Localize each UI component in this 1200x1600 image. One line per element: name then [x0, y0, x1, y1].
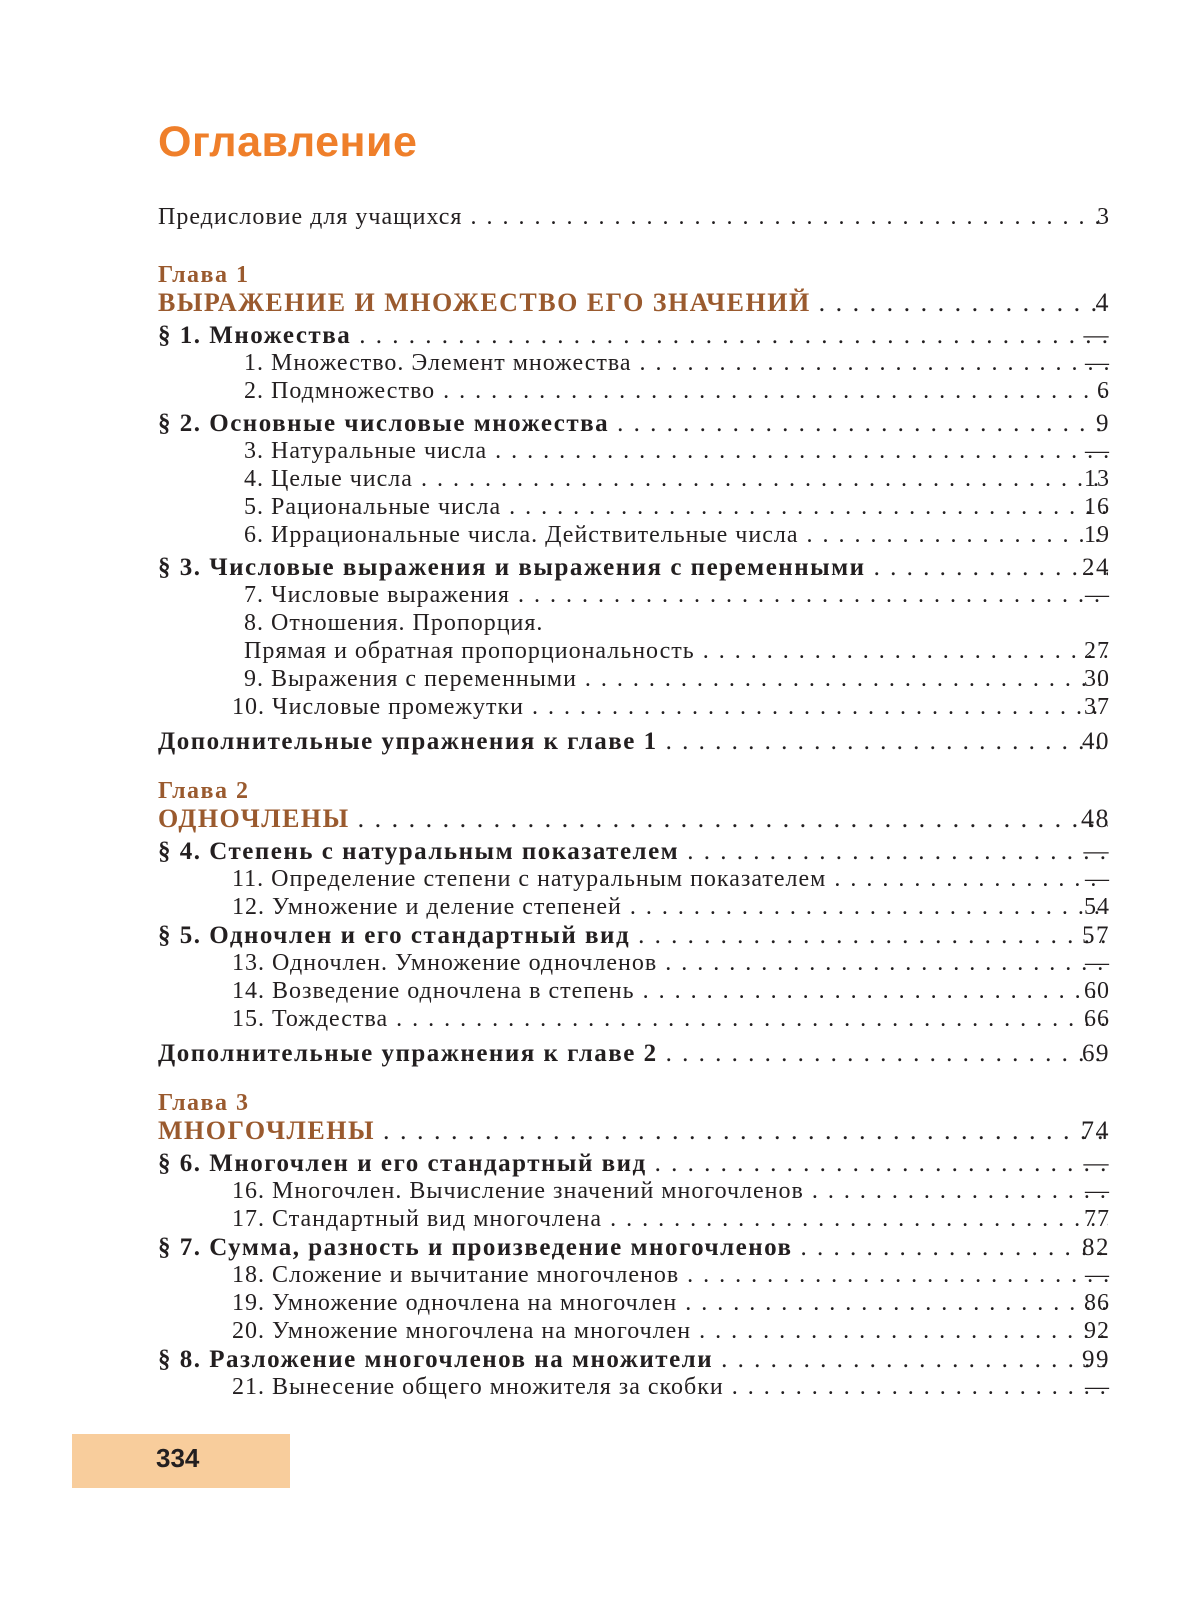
toc-entry-label: 11. Определение степени с натуральным показателем	[232, 866, 827, 892]
toc-entry-label: 20. Умножение многочлена на многочлен	[232, 1318, 692, 1344]
toc-entry-label: 5. Рациональные числа	[244, 494, 502, 520]
toc-page-number: 27	[1084, 638, 1110, 664]
toc-page-number: 74	[1081, 1116, 1110, 1145]
page-number-box	[72, 1434, 290, 1488]
toc-page-number: —	[1085, 438, 1110, 464]
toc-subsection[interactable]	[158, 378, 1108, 410]
toc-entry-label: 19. Умножение одночлена на многочлен	[232, 1290, 678, 1316]
toc-entry-label: § 2. Основные числовые множества	[158, 410, 610, 437]
toc-page-number: 13	[1084, 466, 1110, 492]
toc-page-number: 37	[1084, 694, 1110, 720]
leader-dots	[585, 666, 1108, 693]
toc-page-number: —	[1083, 322, 1110, 349]
toc-subsection[interactable]	[158, 1006, 1108, 1038]
leader-dots	[699, 1318, 1108, 1345]
toc-entry-label: 14. Возведение одночлена в степень	[232, 978, 635, 1004]
leader-dots	[685, 1290, 1108, 1317]
chapter-title-row[interactable]	[158, 288, 1108, 320]
toc-entry-preface[interactable]	[158, 204, 1108, 236]
leader-dots	[518, 582, 1108, 609]
toc-entry-label: 13. Одночлен. Умножение одночленов	[232, 950, 658, 976]
toc-entry-label: 10. Числовые промежутки	[232, 694, 524, 720]
toc-subsection[interactable]	[158, 694, 1108, 726]
leader-dots	[655, 1150, 1108, 1178]
leader-dots	[495, 438, 1108, 465]
toc-entry-label: 2. Подмножество	[244, 378, 436, 404]
leader-dots	[358, 804, 1108, 834]
toc-page-number: —	[1085, 950, 1110, 976]
toc-page-number: —	[1085, 582, 1110, 608]
toc-page-number: 48	[1081, 804, 1110, 833]
toc-entry-label: 9. Выражения с переменными	[244, 666, 577, 692]
toc-extra-exercises[interactable]	[158, 728, 1108, 760]
chapter-label: Глава 1	[158, 262, 250, 288]
toc-page-number: 19	[1084, 522, 1110, 548]
toc-subsection[interactable]	[158, 522, 1108, 554]
toc-page-number: —	[1085, 1178, 1110, 1204]
toc-page-number: 60	[1084, 978, 1110, 1004]
leader-dots	[703, 638, 1108, 665]
toc-entry-label: 16. Многочлен. Вычисление значений многочленов	[232, 1178, 804, 1204]
toc-page-number: 30	[1084, 666, 1110, 692]
toc-entry-label: Прямая и обратная пропорциональность	[244, 638, 695, 664]
toc-entry-label: 12. Умножение и деление степеней	[232, 894, 622, 920]
chapter-title: ОДНОЧЛЕНЫ	[158, 804, 350, 833]
toc-page-number: 40	[1082, 728, 1110, 755]
toc-entry-label: 1. Множество. Элемент множества	[244, 350, 632, 376]
leader-dots	[630, 894, 1108, 921]
leader-dots	[666, 1040, 1108, 1068]
toc-entry-label: § 5. Одночлен и его стандартный вид	[158, 922, 631, 949]
chapter-label: Глава 3	[158, 1090, 250, 1116]
toc-page-number: 99	[1082, 1346, 1110, 1373]
chapter-title: МНОГОЧЛЕНЫ	[158, 1116, 376, 1145]
toc-page-number: 92	[1084, 1318, 1110, 1344]
leader-dots	[665, 950, 1108, 977]
leader-dots	[421, 466, 1108, 493]
leader-dots	[509, 494, 1108, 521]
leader-dots	[470, 204, 1108, 231]
toc-page-number: —	[1085, 1262, 1110, 1288]
leader-dots	[610, 1206, 1108, 1233]
toc-page-number: 69	[1082, 1040, 1110, 1067]
toc-entry-label: § 3. Числовые выражения и выражения с переменными	[158, 554, 866, 581]
toc-page-number: 57	[1082, 922, 1110, 949]
toc-page-number: —	[1085, 1374, 1110, 1400]
toc-entry-label: 15. Тождества	[232, 1006, 389, 1032]
toc-subsection[interactable]	[158, 1374, 1108, 1406]
toc-extra-exercises[interactable]	[158, 1040, 1108, 1072]
leader-dots	[638, 922, 1108, 950]
toc-page-number: —	[1085, 866, 1110, 892]
toc-entry-label: Дополнительные упражнения к главе 1	[158, 728, 658, 755]
toc-page-number: 4	[1095, 288, 1110, 317]
leader-dots	[532, 694, 1108, 721]
toc-page-number: 16	[1084, 494, 1110, 520]
leader-dots	[643, 978, 1108, 1005]
toc-page-number: 54	[1084, 894, 1110, 920]
leader-dots	[396, 1006, 1108, 1033]
toc-entry-label: 6. Иррациональные числа. Действительные числа	[244, 522, 799, 548]
page-number: 334	[156, 1443, 200, 1473]
toc-entry-label: 3. Натуральные числа	[244, 438, 488, 464]
toc-entry-label: 17. Стандартный вид многочлена	[232, 1206, 603, 1232]
toc-page-number: 6	[1097, 378, 1110, 404]
toc-page-number: —	[1085, 350, 1110, 376]
toc-entry-label: § 6. Многочлен и его стандартный вид	[158, 1150, 647, 1177]
toc-entry-label: § 1. Множества	[158, 322, 352, 349]
toc-page-number: 86	[1084, 1290, 1110, 1316]
toc-entry-label: Дополнительные упражнения к главе 2	[158, 1040, 658, 1067]
toc-entry-label: 4. Целые числа	[244, 466, 413, 492]
toc-entry-label: 8. Отношения. Пропорция.	[244, 610, 544, 636]
toc-entry-label: 7. Числовые выражения	[244, 582, 510, 608]
leader-dots	[687, 1262, 1108, 1289]
chapter-title: ВЫРАЖЕНИЕ И МНОЖЕСТВО ЕГО ЗНАЧЕНИЙ	[158, 288, 811, 317]
toc-entry-label: § 7. Сумма, разность и произведение многочленов	[158, 1234, 793, 1261]
toc-page-number: 82	[1082, 1234, 1110, 1261]
toc-page-number: 66	[1084, 1006, 1110, 1032]
leader-dots	[443, 378, 1108, 405]
toc-page-number: 24	[1082, 554, 1110, 581]
toc-page-number: 3	[1097, 204, 1110, 230]
toc-entry-label: 18. Сложение и вычитание многочленов	[232, 1262, 680, 1288]
toc-entry-label: Предисловие для учащихся	[158, 204, 463, 230]
chapter-title-row[interactable]	[158, 804, 1108, 836]
chapter-label: Глава 2	[158, 778, 250, 804]
leader-dots	[640, 350, 1109, 377]
chapter-title-row[interactable]	[158, 1116, 1108, 1148]
toc-page-number: 77	[1084, 1206, 1110, 1232]
toc-page-number: —	[1083, 838, 1110, 865]
toc-entry-label: § 4. Степень с натуральным показателем	[158, 838, 680, 865]
toc-page-number: 9	[1096, 410, 1110, 437]
toc-page-number: —	[1083, 1150, 1110, 1177]
leader-dots	[359, 322, 1108, 350]
leader-dots	[666, 728, 1108, 756]
leader-dots	[687, 838, 1108, 866]
toc-entry-label: 21. Вынесение общего множителя за скобки	[232, 1374, 724, 1400]
leader-dots	[617, 410, 1108, 438]
toc-entry-label: § 8. Разложение многочленов на множители	[158, 1346, 714, 1373]
leader-dots	[383, 1116, 1108, 1146]
page-title: Оглавление	[158, 118, 418, 166]
